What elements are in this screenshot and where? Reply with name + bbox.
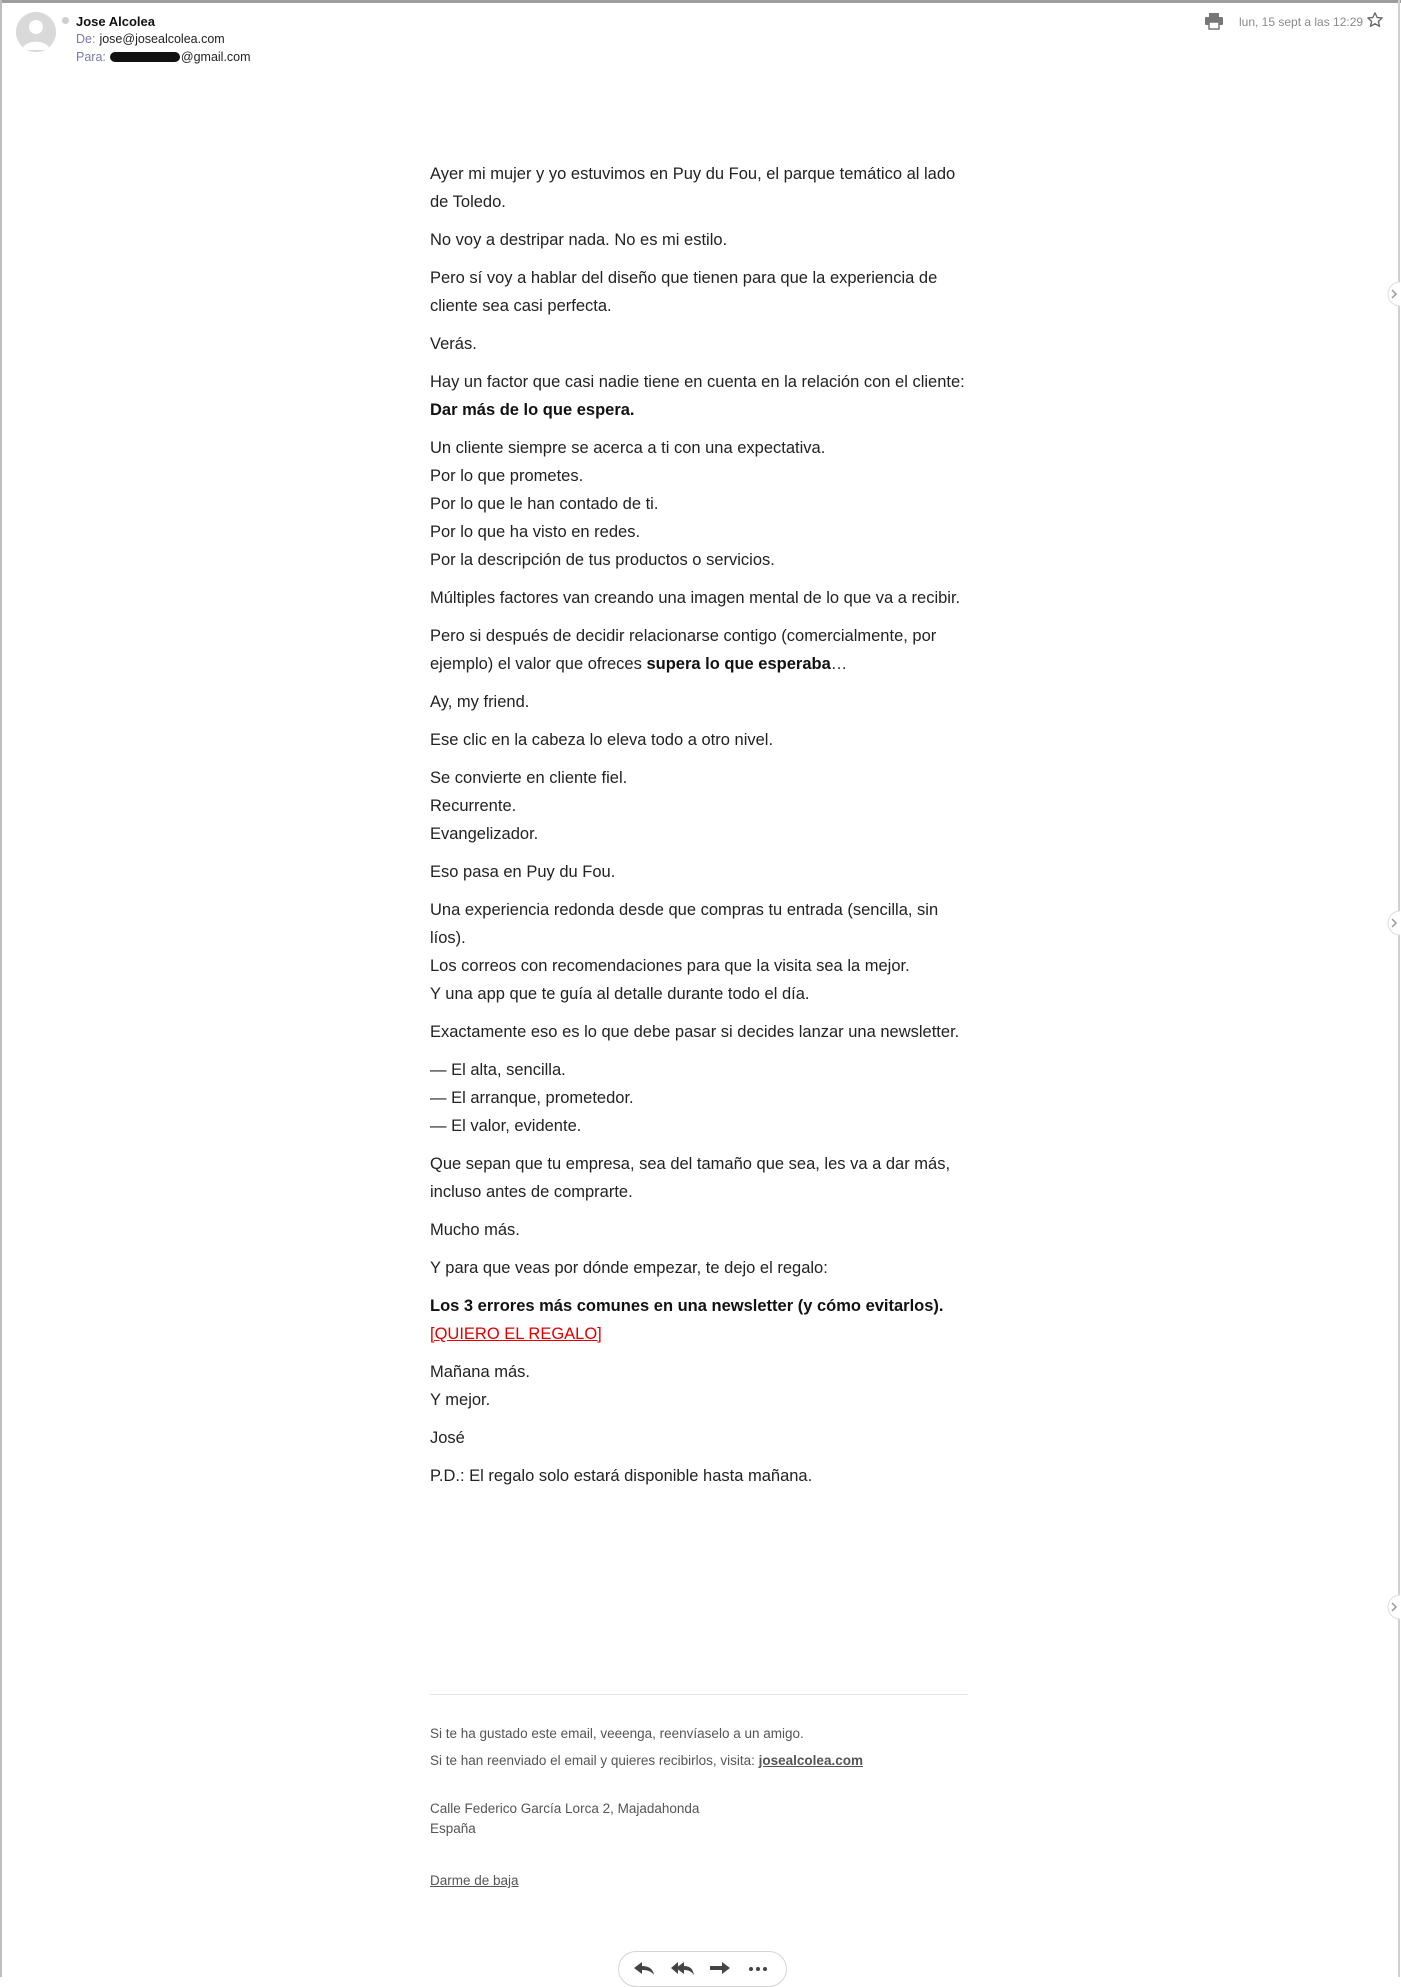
redacted-scribble [110,52,180,62]
paragraph: Ayer mi mujer y yo estuvimos en Puy du Fou, el parque temático al lado de Toledo. [430,165,956,211]
paragraph: Exactamente eso es lo que debe pasar si decides lanzar una newsletter. [430,1023,960,1041]
reply-icon[interactable] [631,1958,657,1978]
signature: José [430,1429,465,1447]
chevron-right-icon[interactable] [1384,1594,1400,1620]
window-left-border [0,0,2,1977]
to-address[interactable]: @gmail.com [180,50,251,64]
postscript: P.D.: El regalo solo estará disponible hasta mañana. [430,1467,813,1485]
line: Recurrente. [430,797,517,815]
paragraph: Ay, my friend. [430,693,530,711]
gift-link[interactable]: [QUIERO EL REGALO] [430,1325,602,1343]
footer-divider [430,1694,968,1695]
from-label: De: [76,32,96,46]
line: — El arranque, prometedor. [430,1089,634,1107]
line: Se convierte en cliente fiel. [430,769,628,787]
chevron-right-icon[interactable] [1384,281,1400,307]
emphasis-text: supera lo que esperaba [646,655,831,673]
line: Por la descripción de tus productos o servicios. [430,551,775,569]
address-line: España [430,1821,476,1836]
paragraph [430,764,970,848]
forward-icon[interactable] [707,1958,733,1978]
line: Una experiencia redonda desde que compras tu entrada (sencilla, sin líos). [430,901,939,947]
star-icon[interactable] [1366,11,1384,29]
gift-title: Los 3 errores más comunes en una newsletter (y cómo evitarlos). [430,1297,944,1315]
footer-address [430,1799,990,1839]
email-body [430,160,970,1500]
paragraph: Múltiples factores van creando una imagen mental de lo que va a recibir. [430,589,961,607]
paragraph [430,1292,970,1348]
to-line [76,50,251,64]
site-link[interactable]: josealcolea.com [758,1753,863,1768]
reply-all-icon[interactable] [669,1958,695,1978]
footer-unsubscribe [430,1871,990,1891]
paragraph: Pero sí voy a hablar del diseño que tienen para que la experiencia de cliente sea casi perfecta. [430,269,938,315]
email-date: lun, 15 sept a las 12:29 [1239,15,1364,29]
paragraph [430,622,970,678]
line: — El valor, evidente. [430,1117,582,1135]
footer-text: Si te han reenviado el email y quieres recibirlos, visita: [430,1753,759,1768]
presence-dot [62,17,69,24]
line: Los correos con recomendaciones para que la visita sea la mejor. [430,957,910,975]
line: Y una app que te guía al detalle durante todo el día. [430,985,810,1003]
sender-name[interactable]: Jose Alcolea [76,14,156,29]
paragraph-text: Pero si después de decidir relacionarse contigo (comercialmente, por ejemplo) el valor que ofreces [430,627,937,673]
unsubscribe-link[interactable]: Darme de baja [430,1873,519,1888]
footer-line: Si te ha gustado este email, veeenga, reenvíaselo a un amigo. [430,1726,804,1741]
paragraph: Que sepan que tu empresa, sea del tamaño que sea, les va a dar más, incluso antes de comprarte. [430,1155,951,1201]
paragraph [430,368,970,424]
line: Un cliente siempre se acerca a ti con una expectativa. [430,439,826,457]
paragraph [430,1358,970,1414]
message-action-bar [618,1951,787,1987]
line: Por lo que le han contado de ti. [430,495,659,513]
paragraph: No voy a destripar nada. No es mi estilo. [430,231,728,249]
more-icon[interactable] [745,1958,771,1978]
paragraph: Eso pasa en Puy du Fou. [430,863,616,881]
paragraph: Mucho más. [430,1221,520,1239]
line: Mañana más. [430,1363,530,1381]
address-line: Calle Federico García Lorca 2, Majadahonda [430,1801,700,1816]
print-icon[interactable] [1204,12,1224,30]
paragraph: Y para que veas por dónde empezar, te dejo el regalo: [430,1259,828,1277]
line: Por lo que prometes. [430,467,584,485]
avatar-icon[interactable] [16,12,56,52]
from-line [76,32,225,46]
window-top-border [0,0,1401,3]
paragraph: Verás. [430,335,477,353]
from-address[interactable]: jose@josealcolea.com [99,32,225,46]
to-label: Para: [76,50,106,64]
line: Y mejor. [430,1391,491,1409]
chevron-right-icon[interactable] [1384,910,1400,936]
line: — El alta, sencilla. [430,1061,566,1079]
paragraph: Ese clic en la cabeza lo eleva todo a otro nivel. [430,731,774,749]
footer-line [430,1751,990,1771]
paragraph [430,434,970,574]
paragraph [430,896,970,1008]
line: Evangelizador. [430,825,539,843]
footer-share [430,1724,990,1771]
line: Por lo que ha visto en redes. [430,523,641,541]
paragraph-text: Hay un factor que casi nadie tiene en cuenta en la relación con el cliente: [430,373,965,391]
emphasis-text: Dar más de lo que espera. [430,401,635,419]
ellipsis: … [830,655,848,673]
paragraph [430,1056,970,1140]
